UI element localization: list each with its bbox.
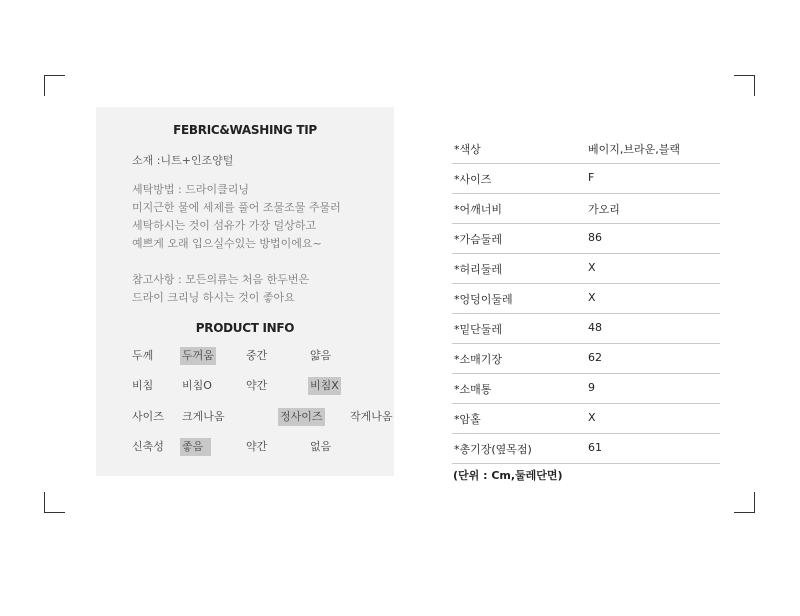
product-info-title: PRODUCT INFO bbox=[195, 321, 295, 335]
spec-label: *어깨너비 bbox=[454, 203, 503, 216]
spec-value: 베이지,브라운,블랙 bbox=[588, 143, 681, 156]
info-option-selected: 좋음 bbox=[180, 438, 211, 456]
washing-method-line: 예쁘게 오래 입으실수있는 방법이에요~ bbox=[132, 237, 322, 250]
spec-label: *소매기장 bbox=[454, 353, 503, 366]
info-row-elasticity bbox=[132, 438, 392, 456]
crop-mark-top-left bbox=[44, 75, 65, 96]
info-option: 약간 bbox=[246, 379, 268, 392]
care-note-line: 드라이 크리닝 하시는 것이 좋아요 bbox=[132, 291, 295, 304]
washing-method-line: 세탁방법 : 드라이클리닝 bbox=[132, 183, 249, 196]
info-option: 얇음 bbox=[310, 349, 332, 362]
spec-label: *엉덩이둘레 bbox=[454, 293, 513, 306]
spec-label: *총기장(옆목점) bbox=[454, 443, 532, 456]
info-row-size bbox=[132, 408, 392, 426]
spec-value: 9 bbox=[588, 381, 595, 394]
spec-value: X bbox=[588, 411, 596, 424]
spec-row bbox=[452, 194, 720, 224]
care-info-panel bbox=[96, 107, 394, 476]
spec-label: *사이즈 bbox=[454, 173, 492, 186]
crop-mark-bottom-left bbox=[44, 492, 65, 513]
info-option-selected: 두꺼움 bbox=[180, 347, 216, 365]
info-option: 비침O bbox=[182, 379, 212, 392]
spec-row bbox=[452, 224, 720, 254]
info-option-selected: 비침X bbox=[308, 377, 341, 395]
spec-value: 61 bbox=[588, 441, 602, 454]
spec-row bbox=[452, 404, 720, 434]
unit-note: (단위 : Cm,둘레단면) bbox=[453, 469, 563, 482]
spec-label: *허리둘레 bbox=[454, 263, 503, 276]
info-option: 약간 bbox=[246, 440, 268, 453]
info-row-label: 신축성 bbox=[132, 440, 164, 453]
washing-method-line: 세탁하시는 것이 섬유가 가장 덜상하고 bbox=[132, 219, 317, 232]
washing-method-line: 미지근한 물에 세제를 풀어 조물조물 주물러 bbox=[132, 201, 341, 214]
spec-row bbox=[452, 314, 720, 344]
spec-value: 62 bbox=[588, 351, 602, 364]
spec-value: X bbox=[588, 291, 596, 304]
info-option: 크게나옴 bbox=[182, 410, 225, 423]
spec-value: 가오리 bbox=[588, 203, 620, 216]
spec-label: *색상 bbox=[454, 143, 481, 156]
spec-row bbox=[452, 164, 720, 194]
info-row-sheerness bbox=[132, 377, 392, 395]
crop-mark-bottom-right bbox=[734, 492, 755, 513]
info-option: 중간 bbox=[246, 349, 268, 362]
material-text: 소재 :니트+인조양털 bbox=[132, 154, 234, 167]
spec-value: F bbox=[588, 171, 595, 184]
spec-row bbox=[452, 284, 720, 314]
info-row-label: 사이즈 bbox=[132, 410, 164, 423]
spec-row bbox=[452, 344, 720, 374]
info-row-label: 두께 bbox=[132, 349, 154, 362]
spec-label: *소매통 bbox=[454, 383, 492, 396]
info-option: 작게나옴 bbox=[350, 410, 393, 423]
washing-tip-title: FEBRIC&WASHING TIP bbox=[173, 123, 317, 137]
spec-value: X bbox=[588, 261, 596, 274]
spec-value: 48 bbox=[588, 321, 602, 334]
spec-row bbox=[452, 134, 720, 164]
info-option-selected: 정사이즈 bbox=[278, 408, 325, 426]
size-spec-table bbox=[452, 134, 720, 464]
info-row-label: 비침 bbox=[132, 379, 154, 392]
spec-row bbox=[452, 434, 720, 464]
info-row-thickness bbox=[132, 347, 392, 365]
care-note-line: 참고사항 : 모든의류는 처음 한두번은 bbox=[132, 273, 310, 286]
spec-row bbox=[452, 374, 720, 404]
info-option: 없음 bbox=[310, 440, 332, 453]
spec-label: *암홀 bbox=[454, 413, 481, 426]
spec-label: *가슴둘레 bbox=[454, 233, 503, 246]
spec-label: *밑단둘레 bbox=[454, 323, 503, 336]
crop-mark-top-right bbox=[734, 75, 755, 96]
spec-row bbox=[452, 254, 720, 284]
spec-value: 86 bbox=[588, 231, 602, 244]
